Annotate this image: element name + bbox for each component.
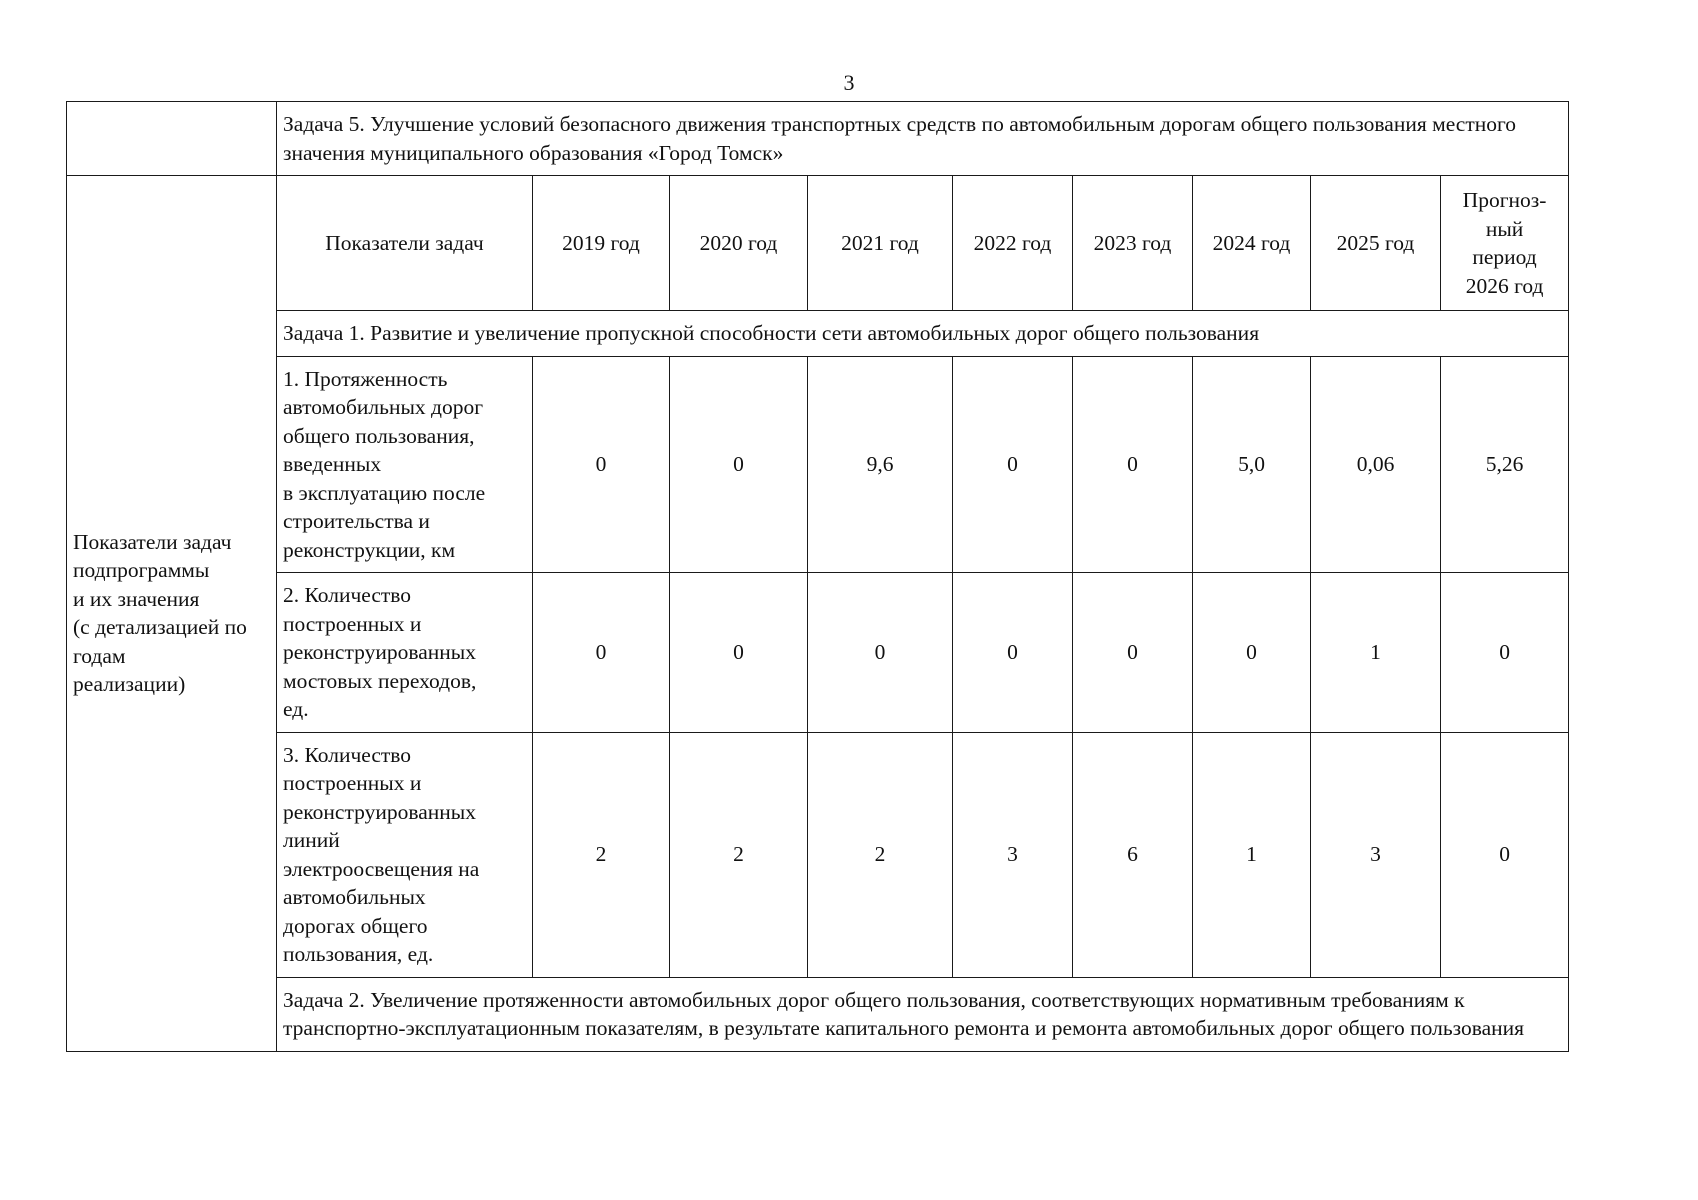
value-cell: 1: [1193, 732, 1311, 977]
value-cell: 0: [1441, 732, 1569, 977]
value-cell: 0: [533, 573, 670, 733]
value-cell: 0,06: [1311, 356, 1441, 573]
value-cell: 2: [533, 732, 670, 977]
header-2022: 2022 год: [953, 176, 1073, 311]
value-cell: 0: [1073, 356, 1193, 573]
header-2024: 2024 год: [1193, 176, 1311, 311]
task1-text: Задача 1. Развитие и увеличение пропускной способности сети автомобильных дорог общего пользования: [277, 311, 1569, 357]
value-cell: 3: [1311, 732, 1441, 977]
value-cell: 0: [953, 356, 1073, 573]
header-2019: 2019 год: [533, 176, 670, 311]
value-cell: 0: [670, 356, 808, 573]
value-cell: 3: [953, 732, 1073, 977]
value-cell: 0: [533, 356, 670, 573]
task5-text: Задача 5. Улучшение условий безопасного движения транспортных средств по автомобильным дорогам общего пользования местного значения муниципального образования «Город Томск»: [277, 102, 1569, 176]
header-forecast: Прогноз- ный период 2026 год: [1441, 176, 1569, 311]
value-cell: 0: [1073, 573, 1193, 733]
table-row-top-task: [67, 102, 1569, 176]
value-cell: 0: [1441, 573, 1569, 733]
table-row-task2: [67, 977, 1569, 1051]
empty-label-cell: [67, 102, 277, 176]
value-cell: 5,26: [1441, 356, 1569, 573]
table-row: [67, 356, 1569, 573]
value-cell: 2: [670, 732, 808, 977]
header-indicator: Показатели задач: [277, 176, 533, 311]
indicator-2: 2. Количество построенных и реконструированных мостовых переходов, ед.: [277, 573, 533, 733]
page-number: 3: [843, 70, 855, 95]
value-cell: 1: [1311, 573, 1441, 733]
value-cell: 2: [808, 732, 953, 977]
header-2020: 2020 год: [670, 176, 808, 311]
value-cell: 0: [670, 573, 808, 733]
row-label: Показатели задач подпрограммы и их значения (с детализацией по годам реализации): [67, 176, 277, 1052]
table-row-task1: [67, 311, 1569, 357]
table-row: [67, 573, 1569, 733]
task2-text: Задача 2. Увеличение протяженности автомобильных дорог общего пользования, соответствующих нормативным требованиям к транспортно-эксплуатационным показателям, в результате капитального ремонта и ремонта автомобильных дорог общего пользования: [277, 977, 1569, 1051]
value-cell: 0: [808, 573, 953, 733]
value-cell: 6: [1073, 732, 1193, 977]
header-2023: 2023 год: [1073, 176, 1193, 311]
header-2021: 2021 год: [808, 176, 953, 311]
value-cell: 0: [1193, 573, 1311, 733]
value-cell: 9,6: [808, 356, 953, 573]
table-header-row: [67, 176, 1569, 311]
indicator-1: 1. Протяженность автомобильных дорог общего пользования, введенных в эксплуатацию после строительства и реконструкции, км: [277, 356, 533, 573]
value-cell: 0: [953, 573, 1073, 733]
indicator-3: 3. Количество построенных и реконструированных линий электроосвещения на автомобильных дорогах общего пользования, ед.: [277, 732, 533, 977]
indicators-table: [66, 101, 1569, 1052]
table-row: [67, 732, 1569, 977]
header-2025: 2025 год: [1311, 176, 1441, 311]
value-cell: 5,0: [1193, 356, 1311, 573]
